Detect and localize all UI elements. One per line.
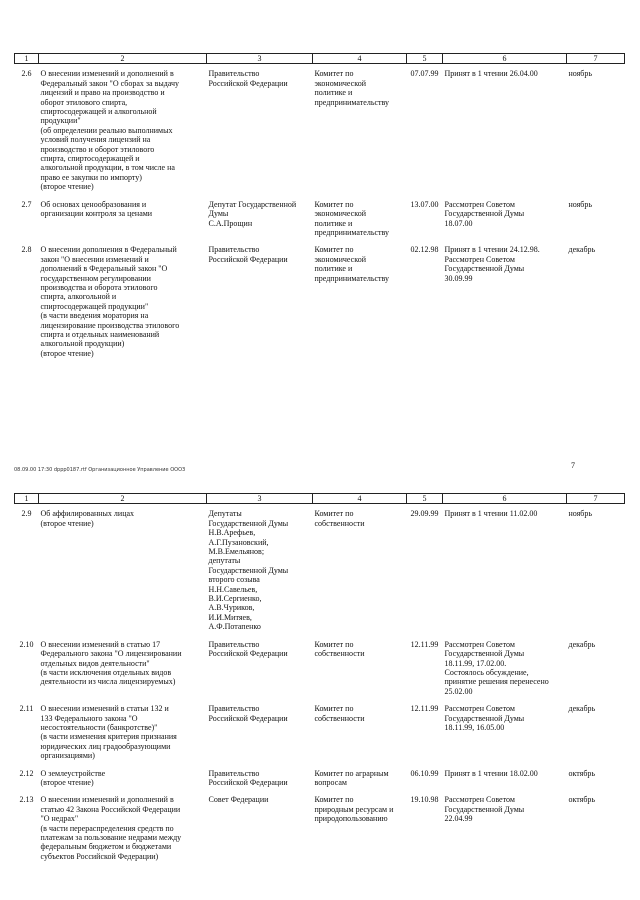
responsible-committee: Комитет по природным ресурсам и природопользованию	[314, 795, 394, 824]
table-row	[15, 794, 625, 862]
bills-table-top	[14, 53, 625, 365]
column-header: 7	[567, 54, 625, 64]
bill-status: Рассмотрен Советом Государственной Думы 18.07.00	[444, 199, 525, 228]
row-number: 2.6	[21, 69, 32, 79]
column-header: 3	[207, 494, 313, 504]
table-row	[15, 508, 625, 632]
responsible-committee: Комитет по собственности	[314, 704, 365, 723]
column-header: 1	[15, 494, 39, 504]
column-header: 2	[39, 494, 207, 504]
column-header: 5	[407, 494, 443, 504]
bill-author: Правительство Российской Федерации	[208, 245, 288, 264]
row-number: 2.10	[19, 639, 34, 649]
submission-date: 12.11.99	[410, 704, 439, 714]
column-header: 4	[313, 494, 407, 504]
table-body	[15, 54, 625, 366]
table-row	[15, 68, 625, 192]
table-row	[15, 639, 625, 697]
bill-title: О землеустройстве (второе чтение)	[40, 768, 106, 787]
column-header: 3	[207, 54, 313, 64]
bill-author: Совет Федерации	[208, 795, 269, 805]
bill-title: О внесении дополнения в Федеральный закон "О внесении изменений и дополнений в Федеральный закон "О государственном регулировании производства и оборота этилового спирта, алкогольной и спиртосодержащей продукции" (в части введения моратория на лицензирование производства этилового спирта и отдельных наименований алкогольной продукции) (второе чтение)	[40, 245, 180, 358]
bill-title: О внесении изменений в статью 17 Федерального закона "О лицензировании отдельных видов деятельности" (в части исключения отдельных видов деятельности из числа лицензируемых)	[40, 639, 182, 687]
column-header: 6	[443, 54, 567, 64]
planned-month: октябрь	[568, 768, 596, 778]
bill-author: Правительство Российской Федерации	[208, 639, 288, 659]
table-row	[15, 244, 625, 359]
column-header: 6	[443, 494, 567, 504]
row-number: 2.7	[21, 199, 32, 209]
submission-date: 13.07.00	[410, 199, 439, 209]
submission-date: 06.10.99	[410, 768, 439, 778]
header-row	[15, 54, 625, 64]
row-gap	[15, 359, 625, 365]
bill-title: О внесении изменений в статьи 132 и 133 Федерального закона "О несостоятельности (банкротстве)" (в части изменения критерия признания юридических лиц градообразующими организациями)	[40, 704, 177, 761]
column-header: 1	[15, 54, 39, 64]
bill-author: Правительство Российской Федерации	[208, 768, 288, 787]
bill-title: Об аффилированных лицах (второе чтение)	[40, 509, 135, 528]
responsible-committee: Комитет по собственности	[314, 509, 365, 528]
submission-date: 29.09.99	[410, 509, 439, 519]
planned-month: ноябрь	[568, 69, 593, 79]
bill-title: О внесении изменений и дополнений в статью 42 Закона Российской Федерации "О недрах" (в части перераспределения средств по платежам за пользование недрами между федеральным бюджетом и бюджетами субъектов Российской Федерации)	[40, 795, 182, 861]
submission-date: 12.11.99	[410, 639, 439, 649]
row-number: 2.12	[19, 768, 34, 778]
submission-date: 02.12.98	[410, 245, 439, 255]
bill-author: Правительство Российской Федерации	[208, 704, 288, 723]
column-header: 5	[407, 54, 443, 64]
responsible-committee: Комитет по экономической политике и предпринимательству	[314, 69, 390, 107]
bill-status: Принят в 1 чтении 24.12.98. Рассмотрен Советом Государственной Думы 30.09.99	[444, 245, 540, 283]
table-row	[15, 703, 625, 761]
responsible-committee: Комитет по собственности	[314, 639, 365, 659]
planned-month: октябрь	[568, 795, 596, 805]
bill-author: Депутат Государственной Думы С.А.Прощин	[208, 199, 297, 228]
bill-status: Рассмотрен Советом Государственной Думы 18.11.99, 16.05.00	[444, 704, 525, 732]
bill-title: О внесении изменений и дополнений в Федеральный закон "О сборах за выдачу лицензий и право на производство и оборот этилового спирта, спиртосодержащей и алкогольной продукции" (об определении реально выполнимых условий получения лицензий на производство и оборот этилового спирта, спиртосодержащей и алкогольной продукции, в том числе на право ее закупки по импорту) (второе чтение)	[40, 69, 180, 192]
responsible-committee: Комитет по экономической политике и предпринимательству	[314, 245, 390, 283]
bill-status: Принят в 1 чтении 11.02.00	[444, 509, 538, 519]
table-row	[15, 199, 625, 239]
bill-author: Правительство Российской Федерации	[208, 69, 288, 88]
page-number: 7	[571, 461, 575, 470]
page-footer: 08.09.00 17:30 dppp0187.rtf Организационное Управление ОООЗ	[14, 467, 186, 473]
submission-date: 19.10.98	[410, 795, 439, 805]
bill-status: Принят в 1 чтении 18.02.00	[444, 768, 538, 778]
row-number: 2.8	[21, 245, 32, 255]
bills-table-bottom	[14, 493, 625, 868]
planned-month: декабрь	[568, 245, 596, 255]
column-header: 7	[567, 494, 625, 504]
planned-month: декабрь	[568, 639, 596, 649]
bill-title: Об основах ценообразования и организации контроля за ценами	[40, 199, 153, 219]
table-row	[15, 768, 625, 789]
header-row	[15, 494, 625, 504]
row-number: 2.9	[21, 509, 32, 519]
responsible-committee: Комитет по аграрным вопросам	[314, 768, 389, 787]
column-header: 2	[39, 54, 207, 64]
planned-month: ноябрь	[568, 509, 593, 519]
planned-month: ноябрь	[568, 199, 593, 209]
row-gap	[15, 862, 625, 868]
bill-status: Принят в 1 чтении 26.04.00	[444, 69, 538, 79]
row-number: 2.11	[19, 704, 34, 714]
planned-month: декабрь	[568, 704, 596, 714]
submission-date: 07.07.99	[410, 69, 439, 79]
table-body	[15, 494, 625, 869]
responsible-committee: Комитет по экономической политике и предпринимательству	[314, 199, 390, 237]
bill-status: Рассмотрен Советом Государственной Думы 18.11.99, 17.02.00. Состоялось обсуждение, принятие решения перенесено 25.02.00	[444, 639, 549, 696]
bill-status: Рассмотрен Советом Государственной Думы 22.04.99	[444, 795, 525, 824]
column-header: 4	[313, 54, 407, 64]
bill-author: Депутаты Государственной Думы Н.В.Арефьев, А.Г.Пузановский, М.В.Емельянов; депутаты Государственной Думы второго созыва Н.Н.Савельев, В.И.Сергиенко, А.В.Чуриков, И.И.Митяев, А.Ф.Потапенко	[208, 509, 289, 632]
row-number: 2.13	[19, 795, 34, 805]
